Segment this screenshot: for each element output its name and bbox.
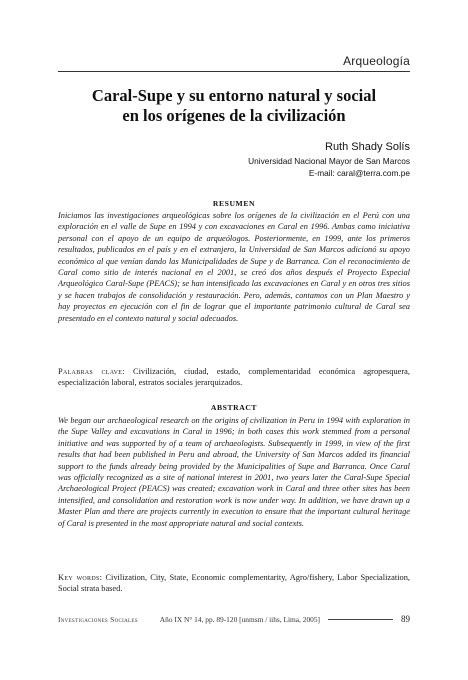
- abstract-keywords-label: Key words:: [58, 573, 103, 582]
- abstract-keywords: [58, 572, 410, 595]
- issue-info: Año IX N° 14, pp. 89-120 [unmsm / iihs, Lima, 2005]: [159, 614, 320, 624]
- resumen-keywords-text: Civilización, ciudad, estado, complementaridad económica agropesquera, especialización laboral, estratos sociales jerarquizados.: [58, 367, 410, 388]
- footer-rule: [328, 619, 393, 620]
- resumen-text: Iniciamos las investigaciones arqueológicas sobre los orígenes de la civilización en el Perú con una exploración en el valle de Supe en 1994 y con excavaciones en Caral en 1996. Ambas como iniciativa personal con el apoyo de un equipo de arqueólogos. Posteriormente, en 1999, ante los primeros resultados, publicados en el país y en el extranjero, la Universidad de San Marcos adicionó su apoyo económico al que venían dando las Municipalidades de Supe y de Barranca. Con el reconocimiento de Caral como sitio de interés nacional en el 2001, se creó dos años después el Proyecto Especial Arqueológico Caral-Supe (PEACS); se han intensificado las excavaciones en Caral y en otros tres sitios y se hacen trabajos de consolidación y restauración. Pero, además, contamos con un Plan Maestro y hay proyectos en ejecución con el fin de lograr que el importante patrimonio cultural de Caral sea presentado en el contexto natural y social adecuados.: [58, 211, 410, 323]
- abstract-heading: ABSTRACT: [210, 403, 258, 412]
- page-footer: [58, 614, 410, 624]
- resumen-keywords: [58, 366, 410, 389]
- resumen-heading: RESUMEN: [212, 199, 256, 208]
- title-line-2: en los orígenes de la civilización: [122, 106, 346, 125]
- journal-name: Investigaciones Sociales: [58, 614, 138, 624]
- resumen-keywords-label: Palabras clave:: [58, 367, 125, 376]
- abstract-text: We began our archaeological research on the origins of civilization in Peru in 1994 with exploration in the Supe Valley and excavations in Caral in 1996; in both cases this work stemmed from a personal initiative and was supported by of a team of archaeologists. Subsequently in 1999, in view of the first results that had been published in Peru and abroad, the University of San Marcos added its financial support to the funds already being provided by the Municipalities of Supe and Barranca. Once Caral was officially recognized as a site of national interest in 2001, two years later the Caral-Supe Special Archaeological Project (PEACS) was created; excavation work in Caral and three other sites has been intensified, and consolidation and restoration work is now under way. In addition, we have drawn up a Master Plan and there are projects currently in execution to ensure that the important cultural heritage of Caral is presented in the most appropriate natural and social contexts.: [58, 416, 410, 528]
- abstract-keywords-text: Civilization, City, State, Economic complementarity, Agro/fishery, Labor Specialization, Social strata based.: [58, 573, 410, 594]
- author-name: Ruth Shady Solís: [325, 141, 410, 153]
- section-tag: Arqueología: [343, 54, 410, 68]
- author-email: E-mail: caral@terra.com.pe: [308, 168, 410, 178]
- header-rule: [58, 71, 410, 72]
- page-number: 89: [401, 614, 410, 624]
- title-line-1: Caral-Supe y su entorno natural y social: [91, 86, 377, 105]
- article-title: [58, 86, 410, 126]
- author-block: [248, 140, 410, 179]
- author-affiliation: Universidad Nacional Mayor de San Marcos: [248, 156, 410, 166]
